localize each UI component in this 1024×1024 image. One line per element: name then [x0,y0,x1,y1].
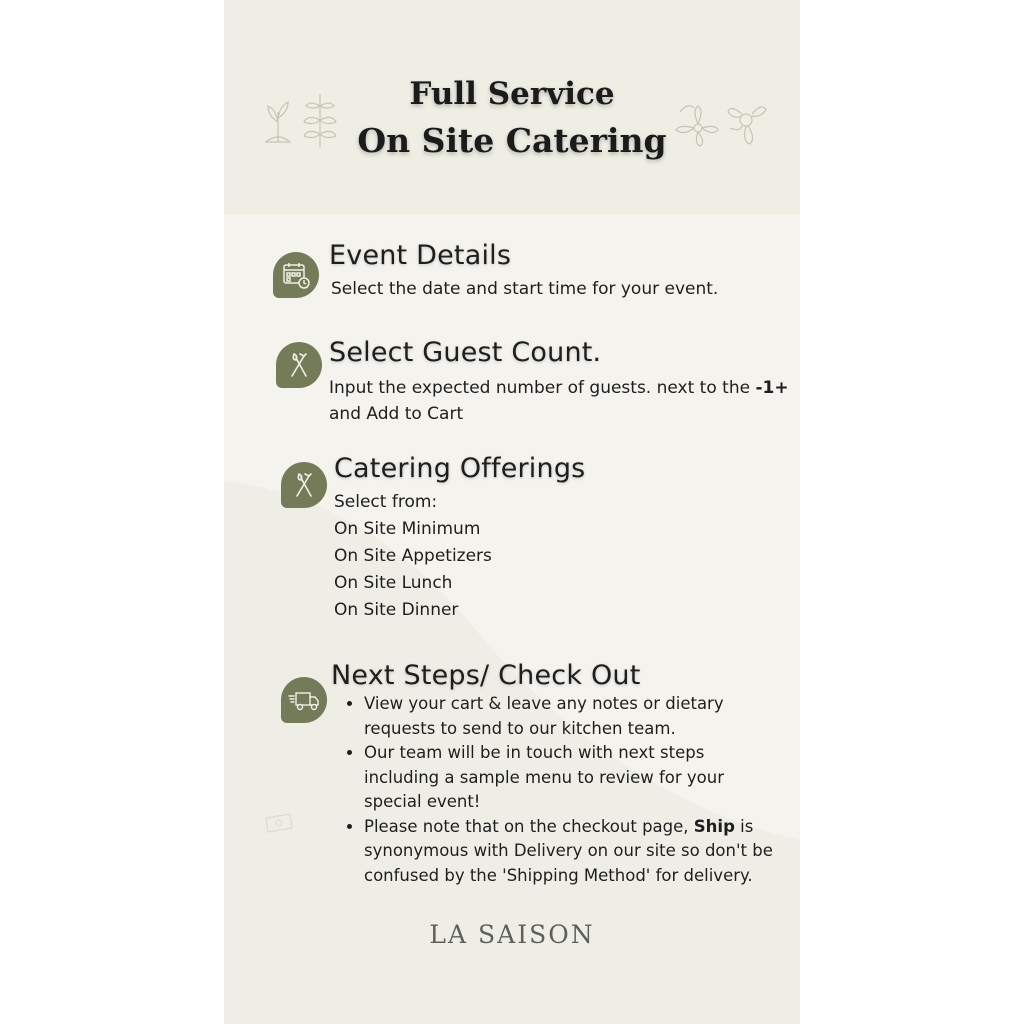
list-item: • Please note that on the checkout page, Ship is synonymous with Delivery on our site so don't be confused by the 'Shipping Method' for delivery. [364,815,784,889]
event-details-heading: Event Details [329,240,512,271]
ticket-icon [262,812,296,836]
offering-item: On Site Appetizers [334,546,492,566]
offering-item: On Site Minimum [334,519,481,539]
guest-count-text-line2: and Add to Cart [329,404,464,424]
delivery-truck-icon [281,677,327,723]
page-title-line1: Full Service [409,76,615,112]
list-item: • View your cart & leave any notes or dietary requests to send to our kitchen team. [364,692,784,741]
guest-count-heading: Select Guest Count. [329,337,602,368]
catering-offerings-heading: Catering Offerings [334,453,586,484]
catering-info-card [224,0,800,1024]
offerings-intro: Select from: [334,492,438,512]
fork-knife-icon [276,342,322,388]
next-steps-list [344,692,784,888]
offering-item: On Site Dinner [334,600,459,620]
quantity-stepper-label: -1+ [755,378,789,398]
list-item: • Our team will be in touch with next steps including a sample menu to review for your special event! [364,741,784,815]
calendar-clock-icon [273,252,319,298]
event-details-text: Select the date and start time for your event. [331,279,719,299]
next-steps-heading: Next Steps/ Check Out [331,660,641,691]
page-title-line2: On Site Catering [357,121,667,160]
guest-count-text-line1: Input the expected number of guests. next to the -1+ [329,378,789,398]
fork-knife-icon [281,462,327,508]
brand-logo: LA SAISON [429,920,595,949]
offering-item: On Site Lunch [334,573,453,593]
